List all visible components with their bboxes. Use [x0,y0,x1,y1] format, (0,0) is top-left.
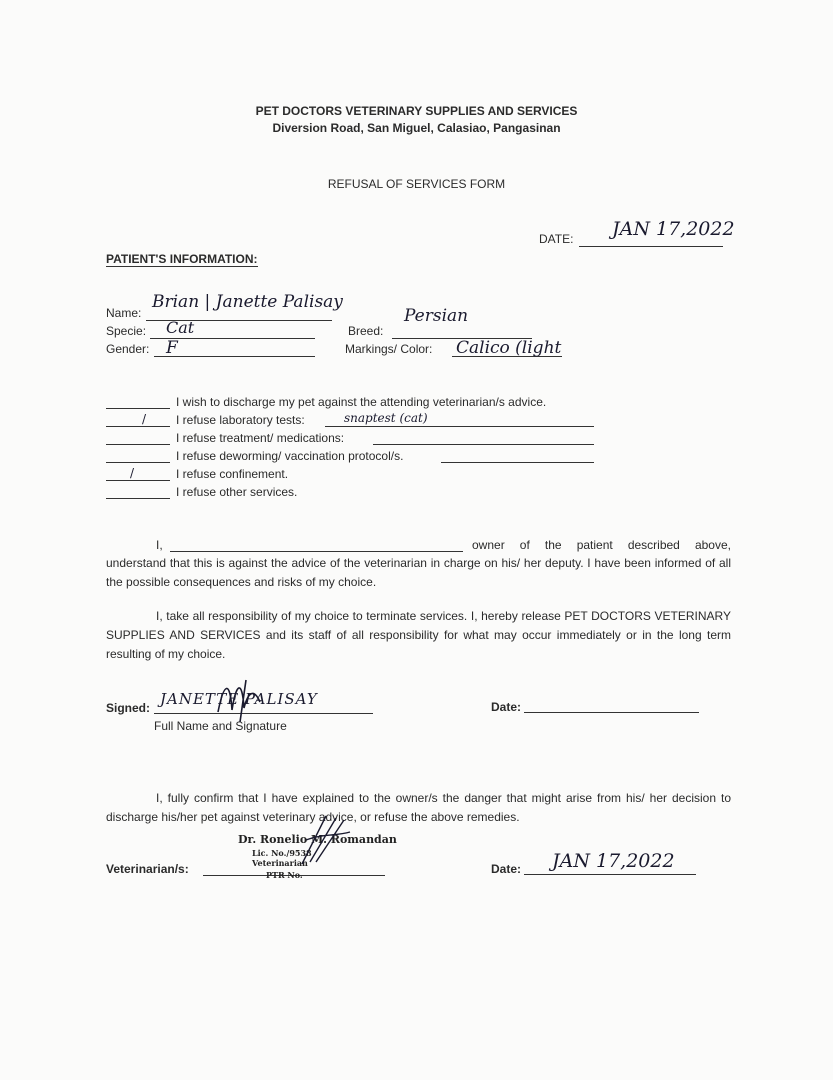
option-treatment: I refuse treatment/ medications: [176,431,345,445]
paragraph-2: I, take all responsibility of my choice to terminate services. I, hereby release PET DOCTORS VETERINARY SUPPLIES AND SERVICES and its staff of all responsibility for what may occur immediately or in the long term resulting of my choice. [106,609,731,661]
gender-value: F [166,338,178,358]
option-line-deworming [106,462,170,463]
option-deworming-detail-line [441,462,594,463]
company-address: Diversion Road, San Miguel, Calasiao, Pangasinan [272,121,561,135]
vet-stamp-license: Lic. No./9538 [252,848,312,858]
signed-caption: Full Name and Signature [154,719,287,733]
option-treatment-detail-line [373,444,594,445]
name-label: Name: [106,306,142,320]
vet-stamp-ptr: PTR No. [266,870,303,880]
option-lab-detail-line [325,426,594,427]
company-name: PET DOCTORS VETERINARY SUPPLIES AND SERVICES [255,104,578,118]
signed-label: Signed: [106,701,150,715]
option-lab: I refuse laboratory tests: [176,413,305,427]
option-deworming: I refuse deworming/ vaccination protocol/s. [176,449,404,463]
paragraph-1-cont: understand that this is against the advice of the veterinarian in charge on his/ her deputy. I have been informed of all the possible consequences and risks of my choice. [106,556,731,589]
markings-value: Calico (light [456,338,562,358]
specie-value: Cat [166,318,195,337]
option-line-lab [106,426,170,427]
veterinarian-label: Veterinarian/s: [106,862,189,876]
signed-value: JANETTE PALISAY [160,690,318,708]
option-discharge: I wish to discharge my pet against the attending veterinarian/s advice. [176,395,547,409]
gender-label: Gender: [106,342,150,356]
option-line-other [106,498,170,499]
date-line [579,246,723,247]
date-value: JAN 17,2022 [612,218,735,240]
patient-section-title [106,252,258,267]
option-line-treatment [106,444,170,445]
option-mark-lab: / [142,412,147,426]
vet-date-line [524,874,696,875]
breed-value: Persian [404,306,469,326]
gender-line [154,356,315,357]
owner-i: I, [156,538,163,552]
vet-date-label: Date: [491,862,522,876]
option-confinement: I refuse confinement. [176,467,289,481]
vet-stamp-name: Dr. Ronelio M. Romandan [238,833,397,846]
owner-name-line [170,551,463,552]
option-other: I refuse other services. [176,485,298,499]
name-value: Brian | Janette Palisay [152,292,343,312]
signed-date-label: Date: [491,700,522,714]
paragraph-3: I, fully confirm that I have explained to the owner/s the danger that might arise from his/ her decision to discharge his/her pet against veterinary advice, or refuse the above remedies. [106,791,731,824]
vet-stamp-title: Veterinarian [252,858,308,868]
option-mark-confinement: / [130,466,135,480]
option-lab-detail: snaptest (cat) [344,411,428,425]
vet-signature-scribble [296,810,356,870]
form-title: REFUSAL OF SERVICES FORM [327,177,506,191]
patient-section-title-text: PATIENT'S INFORMATION: [106,252,258,266]
signed-date-line [524,712,699,713]
markings-label: Markings/ Color: [345,342,433,356]
breed-label: Breed: [348,324,384,338]
vet-date-value: JAN 17,2022 [552,850,675,872]
option-line-confinement [106,480,170,481]
specie-label: Specie: [106,324,147,338]
owner-rest: owner of the patient described above, [472,538,731,552]
date-label: DATE: [539,232,574,246]
option-line-discharge [106,408,170,409]
